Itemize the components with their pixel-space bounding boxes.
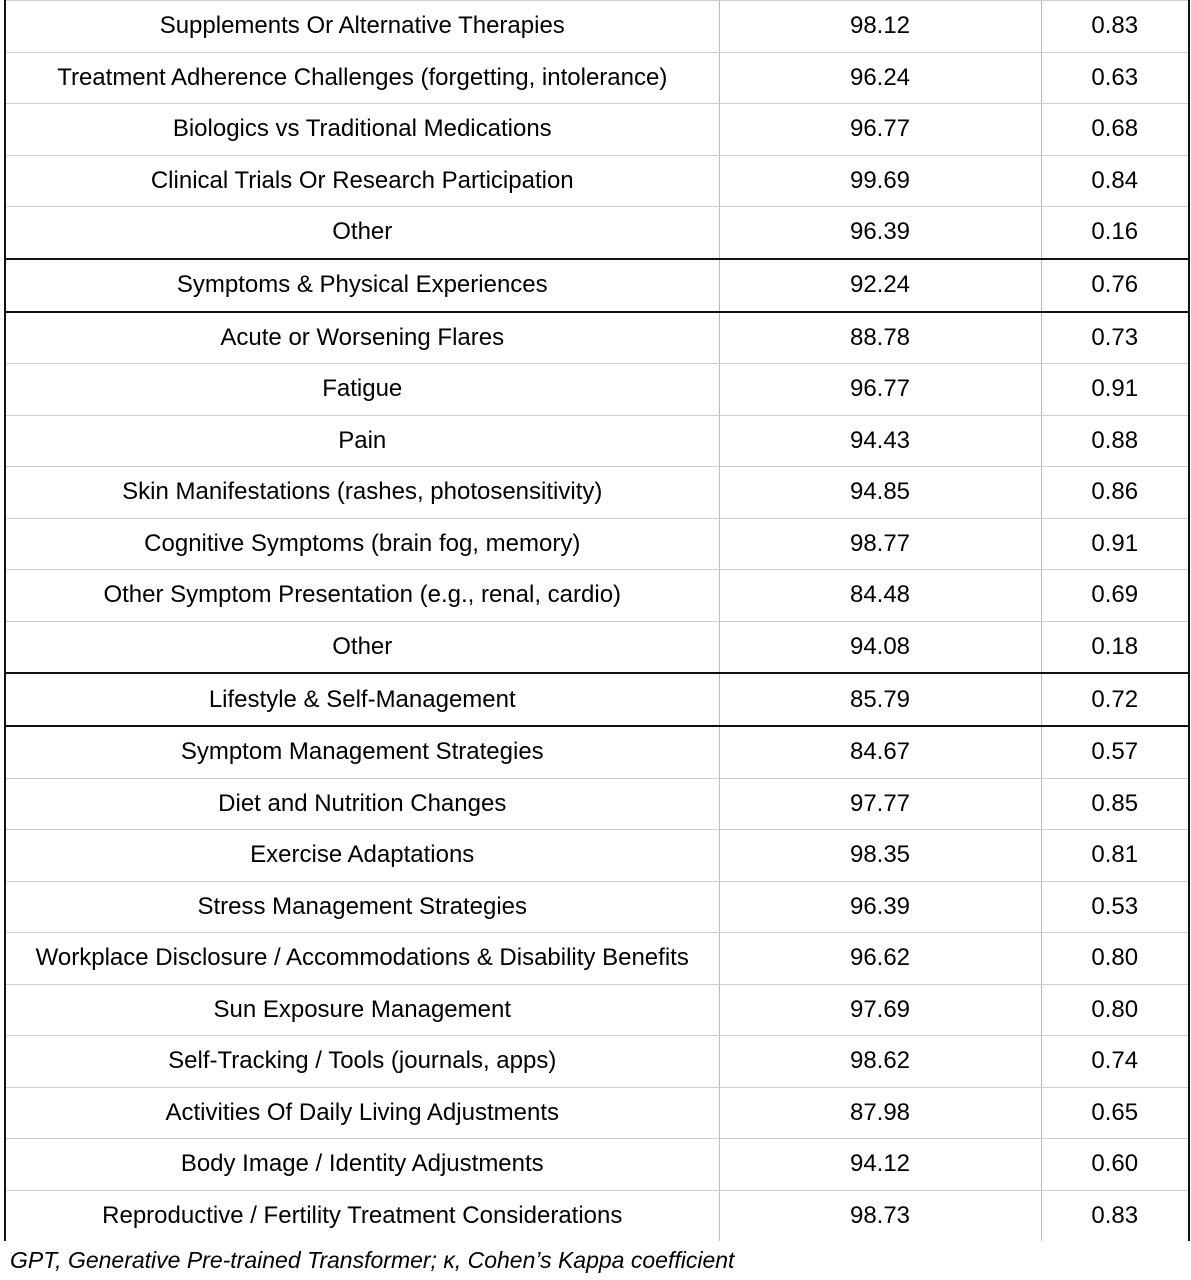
topic-cell: Lifestyle & Self-Management xyxy=(5,673,719,726)
kappa-value-cell: 0.16 xyxy=(1041,207,1189,259)
subtopic-row xyxy=(5,207,1189,259)
gpt-value-cell: 98.12 xyxy=(719,1,1041,53)
kappa-value-cell: 0.57 xyxy=(1041,726,1189,778)
gpt-value-cell: 88.78 xyxy=(719,312,1041,364)
subtopic-row xyxy=(5,364,1189,416)
subtopic-row xyxy=(5,1087,1189,1139)
kappa-value-cell: 0.88 xyxy=(1041,415,1189,467)
kappa-value-cell: 0.80 xyxy=(1041,984,1189,1036)
kappa-value-cell: 0.65 xyxy=(1041,1087,1189,1139)
gpt-value-cell: 87.98 xyxy=(719,1087,1041,1139)
kappa-value-cell: 0.86 xyxy=(1041,467,1189,519)
subtopic-row xyxy=(5,1190,1189,1241)
kappa-value-cell: 0.69 xyxy=(1041,570,1189,622)
subtopic-row xyxy=(5,415,1189,467)
results-table xyxy=(4,0,1188,1241)
gpt-value-cell: 85.79 xyxy=(719,673,1041,726)
subtopic-row xyxy=(5,467,1189,519)
kappa-value-cell: 0.76 xyxy=(1041,259,1189,312)
subtopic-row xyxy=(5,830,1189,882)
kappa-value-cell: 0.83 xyxy=(1041,1190,1189,1241)
kappa-value-cell: 0.63 xyxy=(1041,52,1189,104)
gpt-value-cell: 96.39 xyxy=(719,207,1041,259)
subtopic-row xyxy=(5,726,1189,778)
topic-cell: Acute or Worsening Flares xyxy=(5,312,719,364)
topic-cell: Workplace Disclosure / Accommodations & Disability Benefits xyxy=(5,933,719,985)
topic-cell: Other Symptom Presentation (e.g., renal, cardio) xyxy=(5,570,719,622)
kappa-value-cell: 0.91 xyxy=(1041,364,1189,416)
kappa-value-cell: 0.91 xyxy=(1041,518,1189,570)
gpt-value-cell: 99.69 xyxy=(719,155,1041,207)
gpt-value-cell: 96.77 xyxy=(719,104,1041,156)
subtopic-row xyxy=(5,1,1189,53)
kappa-value-cell: 0.85 xyxy=(1041,778,1189,830)
subtopic-row xyxy=(5,984,1189,1036)
gpt-value-cell: 96.24 xyxy=(719,52,1041,104)
subtopic-row xyxy=(5,52,1189,104)
subtopic-row xyxy=(5,570,1189,622)
subtopic-row xyxy=(5,155,1189,207)
gpt-value-cell: 84.48 xyxy=(719,570,1041,622)
subtopic-row xyxy=(5,1036,1189,1088)
kappa-value-cell: 0.68 xyxy=(1041,104,1189,156)
gpt-value-cell: 97.77 xyxy=(719,778,1041,830)
subtopic-row xyxy=(5,881,1189,933)
kappa-value-cell: 0.84 xyxy=(1041,155,1189,207)
subtopic-row xyxy=(5,312,1189,364)
table-body xyxy=(5,1,1189,1242)
topic-cell: Cognitive Symptoms (brain fog, memory) xyxy=(5,518,719,570)
table-footnote: GPT, Generative Pre-trained Transformer; κ, Cohen’s Kappa coefficient xyxy=(10,1247,735,1273)
kappa-value-cell: 0.80 xyxy=(1041,933,1189,985)
topic-cell: Stress Management Strategies xyxy=(5,881,719,933)
topic-cell: Other xyxy=(5,207,719,259)
subtopic-row xyxy=(5,621,1189,673)
gpt-value-cell: 96.77 xyxy=(719,364,1041,416)
kappa-value-cell: 0.72 xyxy=(1041,673,1189,726)
subtopic-row xyxy=(5,104,1189,156)
gpt-value-cell: 98.35 xyxy=(719,830,1041,882)
topic-cell: Skin Manifestations (rashes, photosensitivity) xyxy=(5,467,719,519)
kappa-value-cell: 0.81 xyxy=(1041,830,1189,882)
gpt-value-cell: 94.85 xyxy=(719,467,1041,519)
subtopic-row xyxy=(5,933,1189,985)
subtopic-row xyxy=(5,778,1189,830)
gpt-value-cell: 84.67 xyxy=(719,726,1041,778)
topic-cell: Symptoms & Physical Experiences xyxy=(5,259,719,312)
topic-cell: Reproductive / Fertility Treatment Considerations xyxy=(5,1190,719,1241)
gpt-value-cell: 97.69 xyxy=(719,984,1041,1036)
gpt-value-cell: 98.77 xyxy=(719,518,1041,570)
kappa-value-cell: 0.53 xyxy=(1041,881,1189,933)
gpt-value-cell: 96.62 xyxy=(719,933,1041,985)
topic-cell: Clinical Trials Or Research Participation xyxy=(5,155,719,207)
gpt-value-cell: 94.43 xyxy=(719,415,1041,467)
topic-cell: Body Image / Identity Adjustments xyxy=(5,1139,719,1191)
topic-cell: Fatigue xyxy=(5,364,719,416)
kappa-value-cell: 0.60 xyxy=(1041,1139,1189,1191)
gpt-value-cell: 94.12 xyxy=(719,1139,1041,1191)
topic-cell: Diet and Nutrition Changes xyxy=(5,778,719,830)
gpt-value-cell: 96.39 xyxy=(719,881,1041,933)
subtopic-row xyxy=(5,518,1189,570)
category-row xyxy=(5,673,1189,726)
category-row xyxy=(5,259,1189,312)
gpt-value-cell: 98.62 xyxy=(719,1036,1041,1088)
topic-cell: Sun Exposure Management xyxy=(5,984,719,1036)
topic-cell: Exercise Adaptations xyxy=(5,830,719,882)
topic-cell: Symptom Management Strategies xyxy=(5,726,719,778)
topic-agreement-table xyxy=(4,0,1190,1241)
kappa-value-cell: 0.83 xyxy=(1041,1,1189,53)
topic-cell: Self-Tracking / Tools (journals, apps) xyxy=(5,1036,719,1088)
kappa-value-cell: 0.74 xyxy=(1041,1036,1189,1088)
topic-cell: Activities Of Daily Living Adjustments xyxy=(5,1087,719,1139)
topic-cell: Supplements Or Alternative Therapies xyxy=(5,1,719,53)
topic-cell: Biologics vs Traditional Medications xyxy=(5,104,719,156)
topic-cell: Pain xyxy=(5,415,719,467)
gpt-value-cell: 94.08 xyxy=(719,621,1041,673)
kappa-value-cell: 0.18 xyxy=(1041,621,1189,673)
topic-cell: Other xyxy=(5,621,719,673)
subtopic-row xyxy=(5,1139,1189,1191)
topic-cell: Treatment Adherence Challenges (forgetting, intolerance) xyxy=(5,52,719,104)
gpt-value-cell: 92.24 xyxy=(719,259,1041,312)
kappa-value-cell: 0.73 xyxy=(1041,312,1189,364)
gpt-value-cell: 98.73 xyxy=(719,1190,1041,1241)
